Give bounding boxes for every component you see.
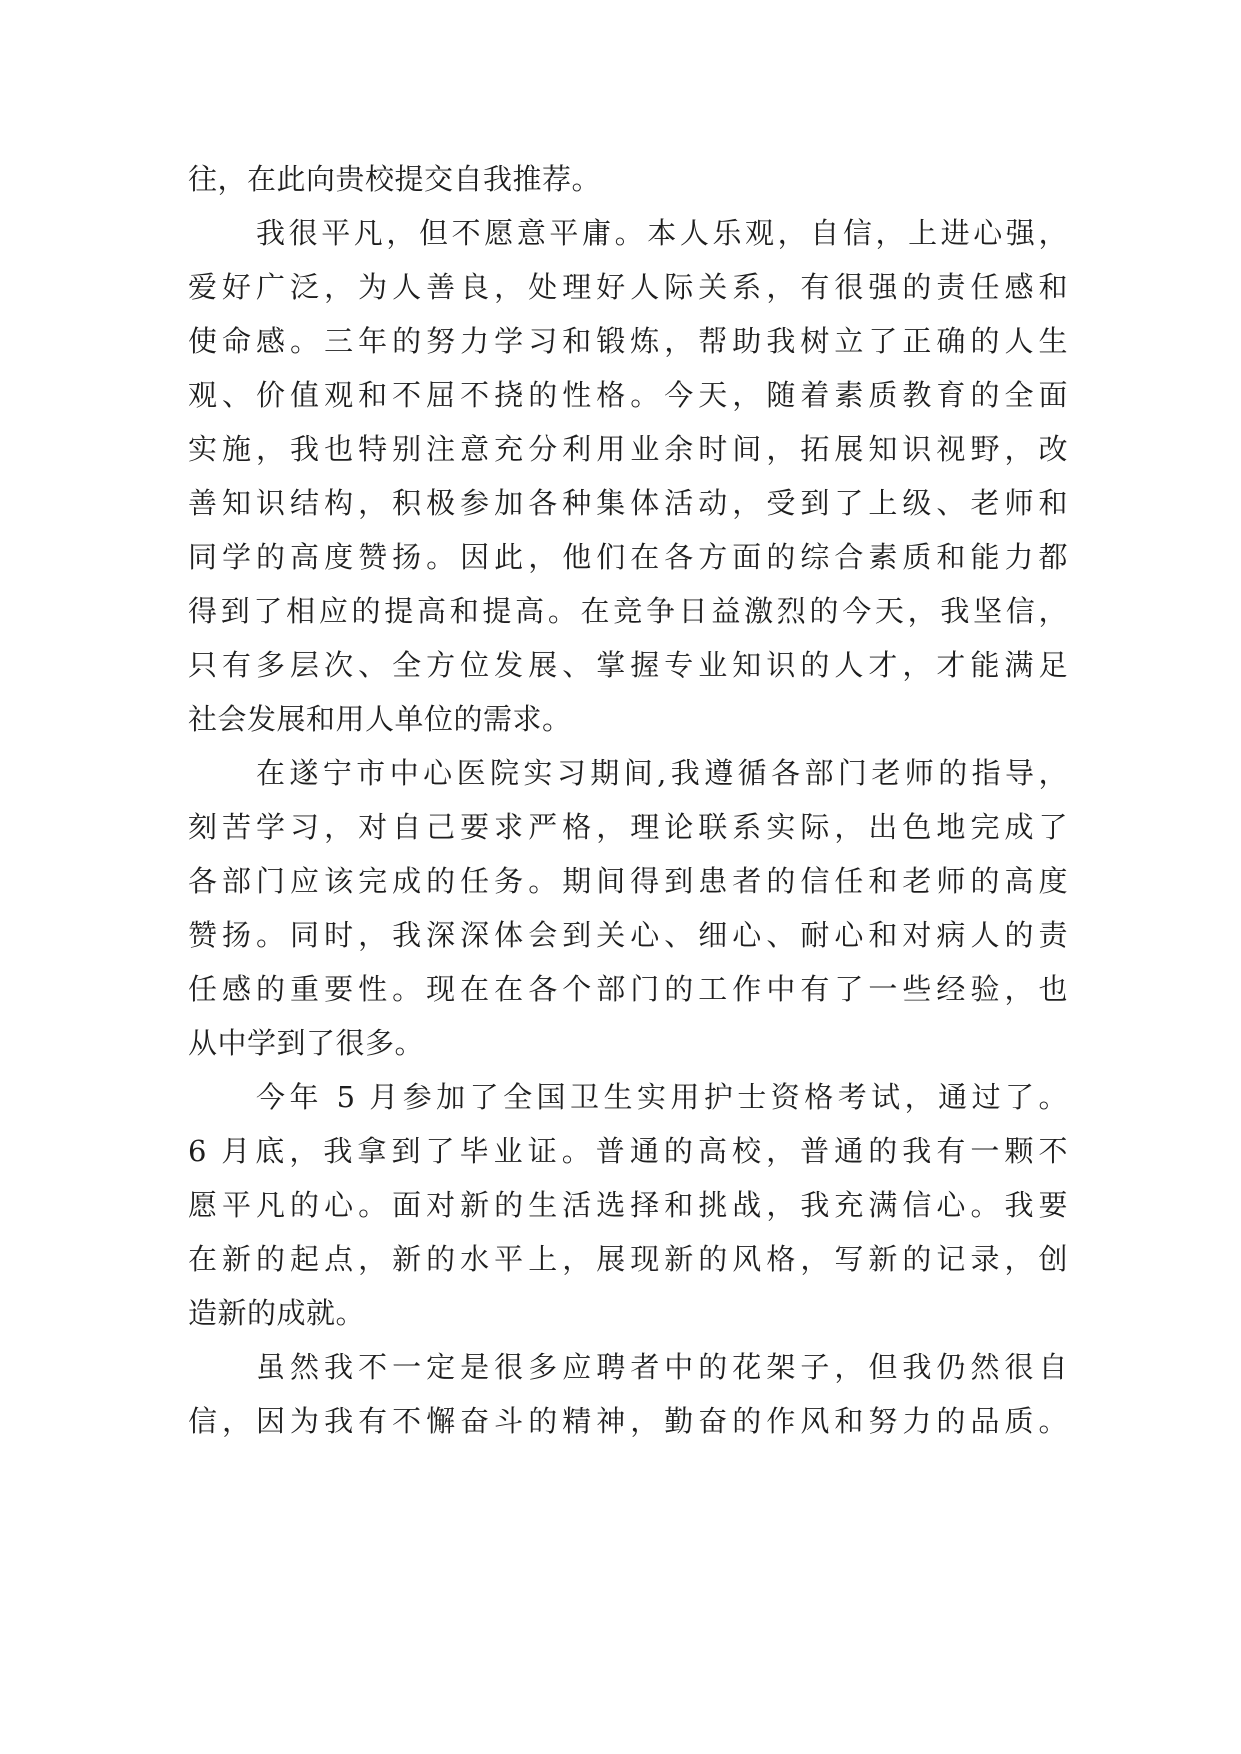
- text-line: 得到了相应的提高和提高。在竞争日益激烈的今天，我坚信，: [188, 594, 1068, 628]
- paragraph-2: [188, 206, 1068, 746]
- text-line: 往，在此向贵校提交自我推荐。: [188, 162, 602, 196]
- text-line: 今年 5 月参加了全国卫生实用护士资格考试，通过了。: [256, 1080, 1068, 1114]
- text-line: 从中学到了很多。: [188, 1026, 425, 1060]
- text-line: 我很平凡，但不愿意平庸。本人乐观，自信，上进心强，: [256, 216, 1068, 250]
- text-line: 观、价值观和不屈不挠的性格。今天，随着素质教育的全面: [188, 378, 1068, 412]
- text-line: 任感的重要性。现在在各个部门的工作中有了一些经验，也: [188, 972, 1068, 1006]
- text-line: 刻苦学习，对自己要求严格，理论联系实际，出色地完成了: [188, 810, 1068, 844]
- paragraph-4: [188, 1070, 1068, 1340]
- text-line: 虽然我不一定是很多应聘者中的花架子，但我仍然很自: [256, 1350, 1068, 1384]
- text-line: 实施，我也特别注意充分利用业余时间，拓展知识视野，改: [188, 432, 1068, 466]
- text-line: 在遂宁市中心医院实习期间,我遵循各部门老师的指导，: [256, 756, 1068, 790]
- text-line: 赞扬。同时，我深深体会到关心、细心、耐心和对病人的责: [188, 918, 1068, 952]
- document-body: [188, 152, 1068, 1448]
- text-line: 各部门应该完成的任务。期间得到患者的信任和老师的高度: [188, 864, 1068, 898]
- text-line: 善知识结构，积极参加各种集体活动，受到了上级、老师和: [188, 486, 1068, 520]
- text-line: 信，因为我有不懈奋斗的精神，勤奋的作风和努力的品质。: [188, 1404, 1068, 1438]
- text-line: 社会发展和用人单位的需求。: [188, 702, 572, 736]
- text-line: 造新的成就。: [188, 1296, 366, 1330]
- text-line: 愿平凡的心。面对新的生活选择和挑战，我充满信心。我要: [188, 1188, 1068, 1222]
- text-line: 同学的高度赞扬。因此，他们在各方面的综合素质和能力都: [188, 540, 1068, 574]
- paragraph-1: [188, 152, 1068, 206]
- text-line: 爱好广泛，为人善良，处理好人际关系，有很强的责任感和: [188, 270, 1068, 304]
- text-line: 在新的起点，新的水平上，展现新的风格，写新的记录，创: [188, 1242, 1068, 1276]
- paragraph-3: [188, 746, 1068, 1070]
- text-line: 6 月底，我拿到了毕业证。普通的高校，普通的我有一颗不: [188, 1134, 1068, 1168]
- text-line: 只有多层次、全方位发展、掌握专业知识的人才，才能满足: [188, 648, 1068, 682]
- text-line: 使命感。三年的努力学习和锻炼，帮助我树立了正确的人生: [188, 324, 1068, 358]
- paragraph-5: [188, 1340, 1068, 1448]
